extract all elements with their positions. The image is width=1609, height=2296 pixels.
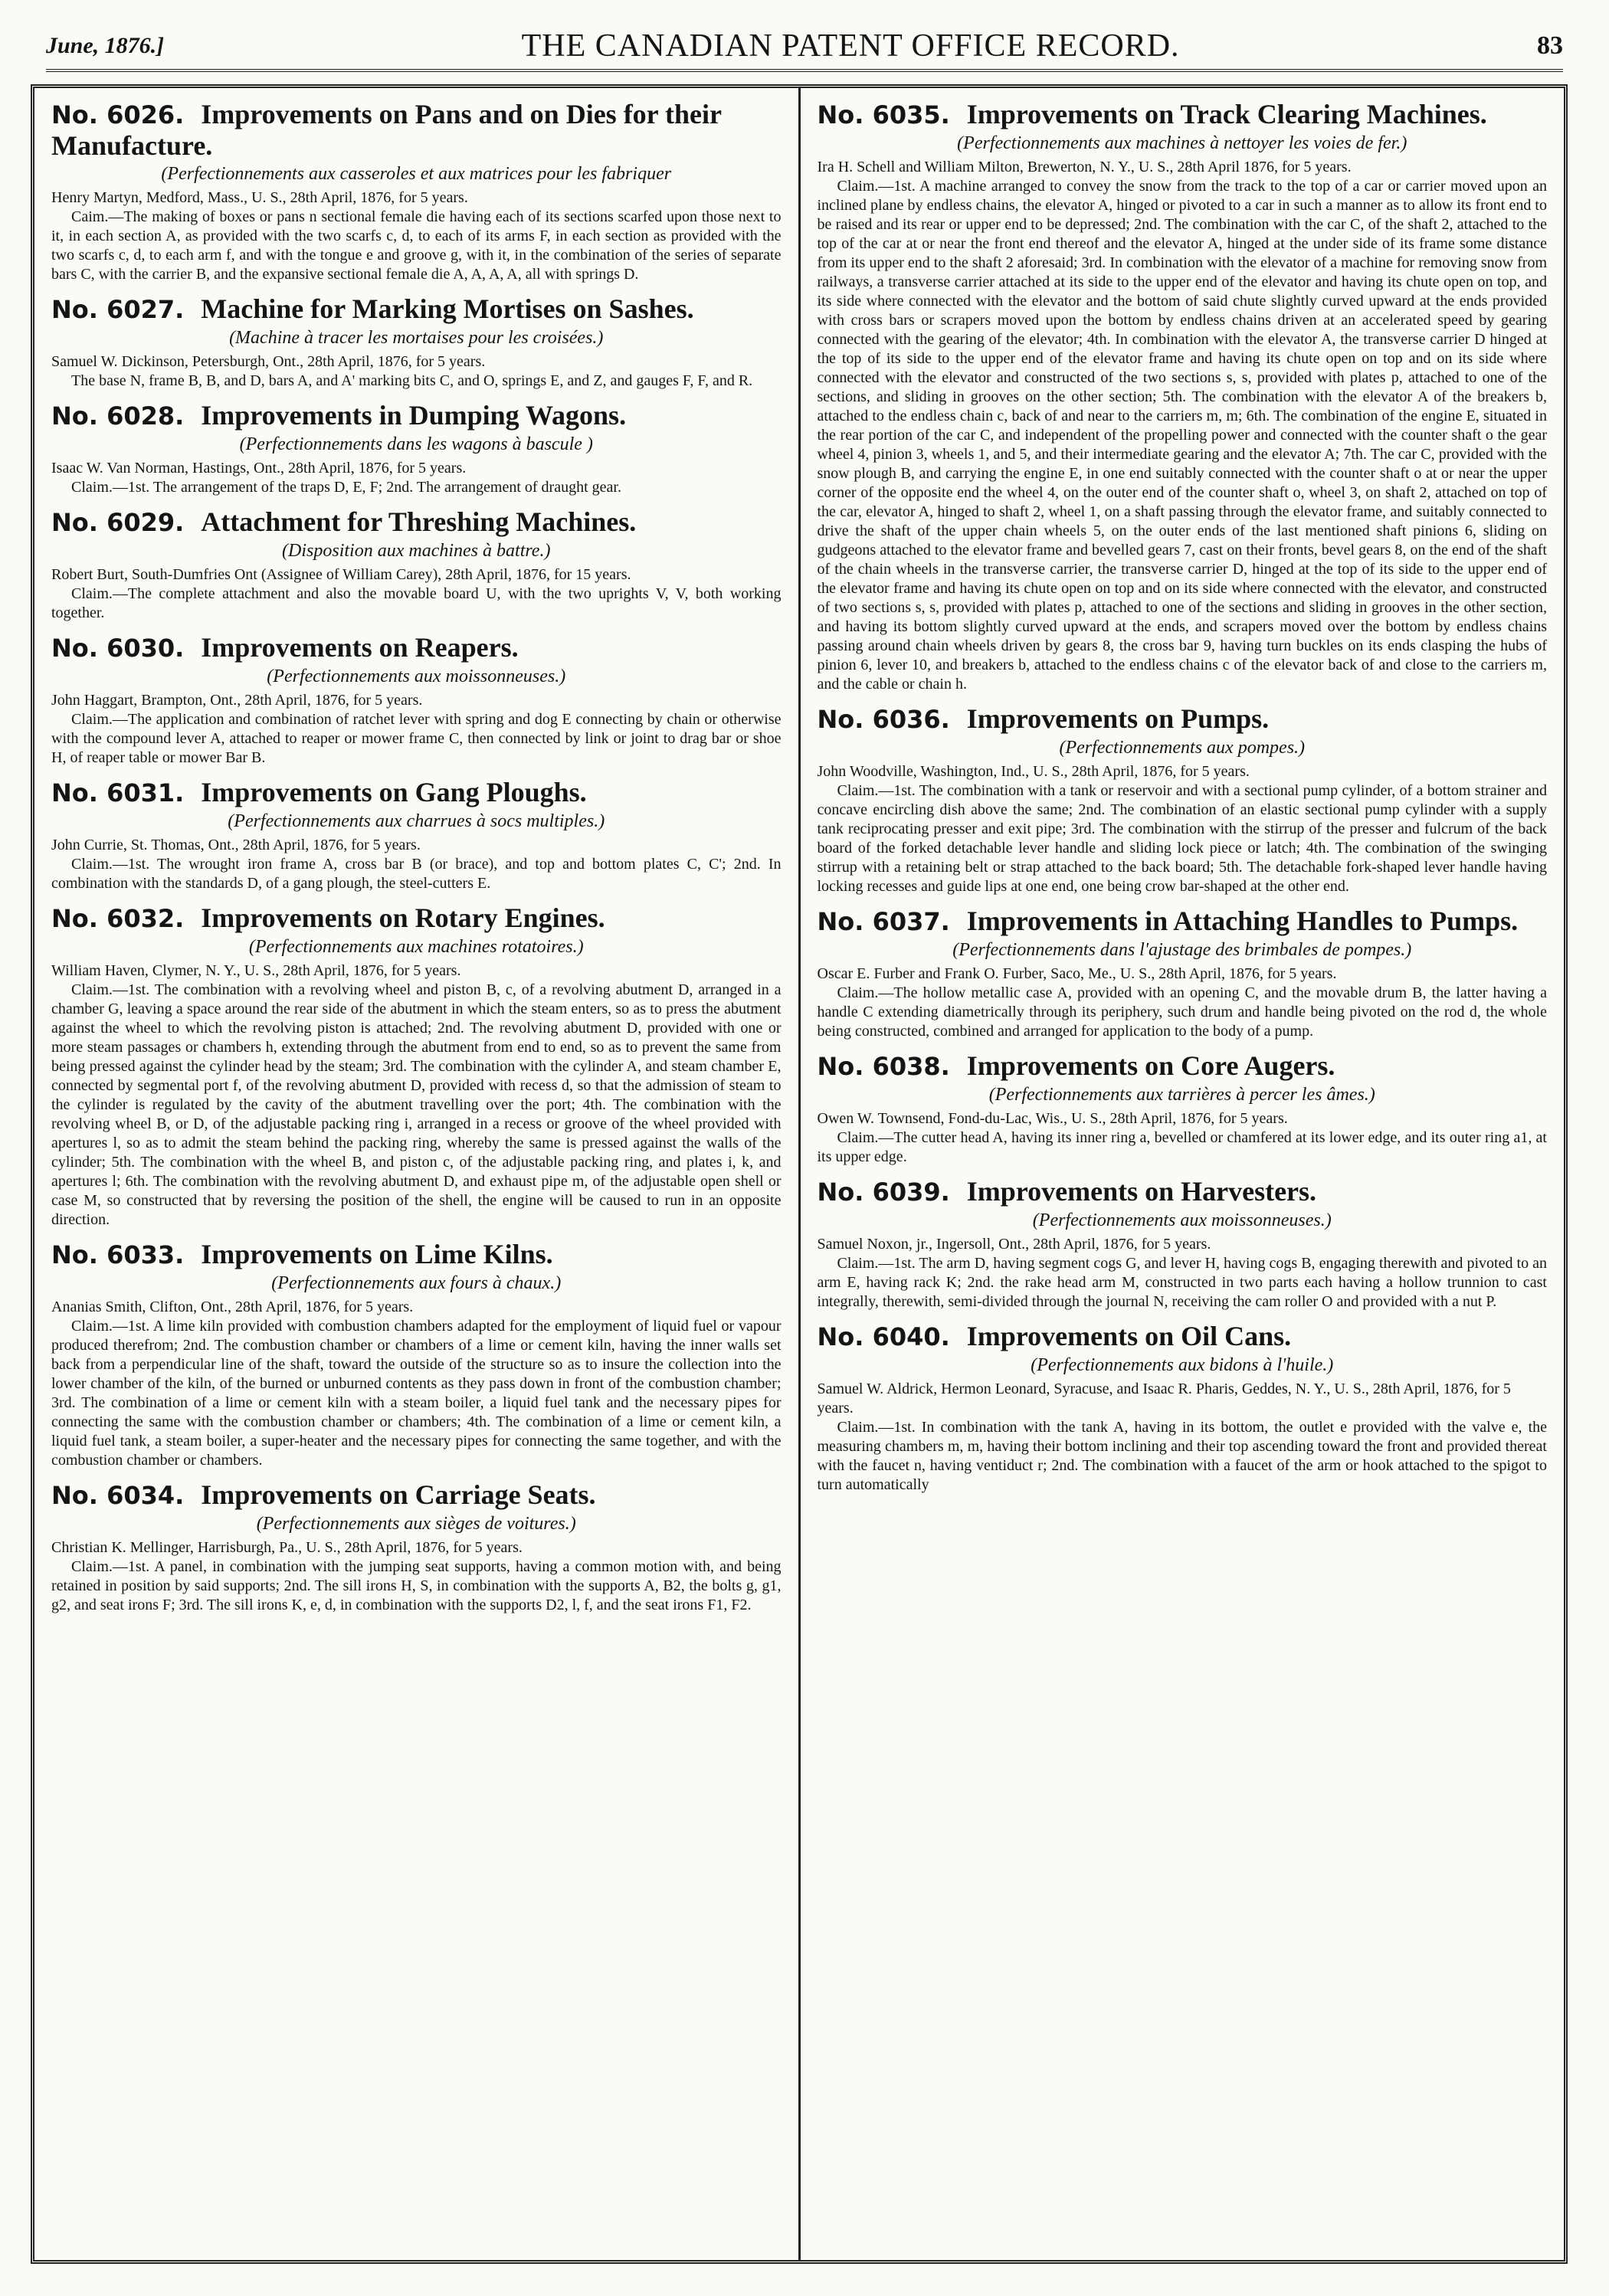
claim-text: Claim.—1st. In combination with the tank A, having in its bottom, the outlet e provided with the valve e, the measuring chambers m, m, having their bottom inclining and their top ascending toward the front and provided thereat with the faucet n, having ventiduct r; 2nd. The combination with a faucet of the arm or hook attached to the spigot to turn automatically bbox=[817, 1419, 1547, 1493]
patent-number: No. 6029. bbox=[51, 508, 185, 537]
patent-entry bbox=[51, 902, 782, 1230]
french-title: (Perfectionnements aux machines rotatoires.) bbox=[248, 937, 584, 957]
patent-entry bbox=[51, 400, 782, 497]
patentee-line: Samuel W. Dickinson, Petersburgh, Ont., 28th April, 1876, for 5 years. bbox=[51, 353, 486, 370]
patent-title: Improvements on Harvesters. bbox=[966, 1176, 1317, 1207]
french-title: (Perfectionnements aux bidons à l'huile.) bbox=[1031, 1355, 1334, 1375]
patent-title: Improvements on Track Clearing Machines. bbox=[966, 99, 1487, 129]
patent-title: Improvements on Reapers. bbox=[201, 632, 519, 663]
patent-title: Improvements on Pumps. bbox=[966, 703, 1270, 734]
claim-text: Claim.—1st. The arrangement of the traps D, E, F; 2nd. The arrangement of draught gear. bbox=[71, 479, 621, 496]
patent-title: Improvements in Dumping Wagons. bbox=[201, 400, 627, 431]
claim-text: Claim.—1st. The combination with a revolving wheel and piston B, c, of a revolving abutment D, arranged in a chamber G, leaving a space around the rear side of the abutment in which the steam enters, so as to press the abutment against the wheel to which the revolving piston is attached; 2nd. The revolving abutment D, provided with one or more steam passages or chambers h, extending through the abutment from end to end, so as to prevent the same from being pressed against the cylinder head by the steam; 3rd. The combination with the cylinder A, and steam chamber E, connected by segmental port f, of the revolving abutment D, provided with recess d, so that the admission of steam to the cylinder is regulated by the cavity of the abutment travelling over the port; 4th. The combination with the revolving wheel B, or D, of the adjustable packing ring i, arranged in a recess or groove of the wheel provided with apertures l, so as to admit the steam behind the packing ring, whereby the same is pressed against the walls of the cylinder; 5th. The combination with the wheel B, and piston c, of the adjustable packing ring, and plates i, k, and apertures l; 6th. The combination with the revolving abutment D, and exhaust pipe m, of the adjustable open shell or case M, so constructed that by reversing the position of the shell, the engine will be caused to run in an opposite direction. bbox=[51, 981, 782, 1228]
patent-heading bbox=[51, 1479, 782, 1511]
patent-number: No. 6035. bbox=[817, 100, 950, 129]
patentee-line: William Haven, Clymer, N. Y., U. S., 28th April, 1876, for 5 years. bbox=[51, 962, 461, 979]
patentee-line: Christian K. Mellinger, Harrisburgh, Pa., U. S., 28th April, 1876, for 5 years. bbox=[51, 1539, 523, 1556]
french-title: (Perfectionnements aux moissonneuses.) bbox=[267, 667, 566, 686]
patent-heading bbox=[818, 1050, 1548, 1082]
patentee-line: Robert Burt, South-Dumfries Ont (Assignee of William Carey), 28th April, 1876, for 15 years. bbox=[51, 566, 631, 583]
patent-heading bbox=[51, 777, 782, 808]
patent-number: No. 6038. bbox=[817, 1052, 950, 1081]
patent-number: No. 6033. bbox=[51, 1240, 185, 1269]
patent-entry bbox=[51, 99, 782, 284]
patent-number: No. 6028. bbox=[51, 401, 185, 431]
patent-entry bbox=[51, 1479, 782, 1615]
french-title: (Perfectionnements aux casseroles et aux matrices pour les fabriquer bbox=[161, 164, 672, 184]
patent-number: No. 6031. bbox=[51, 778, 185, 807]
patent-heading bbox=[51, 293, 782, 325]
french-title: (Perfectionnements dans les wagons à bascule ) bbox=[239, 434, 593, 454]
right-column bbox=[798, 88, 1565, 2260]
patentee-line: Oscar E. Furber and Frank O. Furber, Saco, Me., U. S., 28th April, 1876, for 5 years. bbox=[817, 965, 1337, 982]
patent-entry bbox=[818, 906, 1548, 1041]
patent-heading bbox=[818, 1321, 1548, 1352]
patentee-line: Samuel W. Aldrick, Hermon Leonard, Syracuse, and Isaac R. Pharis, Geddes, N. Y., U. S., 28th April, 1876, for 5 years. bbox=[817, 1381, 1511, 1417]
patentee-line: Isaac W. Van Norman, Hastings, Ont., 28th April, 1876, for 5 years. bbox=[51, 460, 467, 477]
claim-text: Claim.—1st. The arm D, having segment cogs G, and lever H, having cogs B, engaging therewith and pivoted to an arm E, having rack K; 2nd. the rake head arm M, constructed in two parts each having a hollow trunnion to cast integrally, therewith, semi-divided through the journal N, receiving the cam roller O and provided with a nut P. bbox=[817, 1255, 1547, 1310]
patent-entry bbox=[51, 293, 782, 391]
patentee-line: Samuel Noxon, jr., Ingersoll, Ont., 28th April, 1876, for 5 years. bbox=[817, 1236, 1211, 1253]
french-title: (Perfectionnements aux charrues à socs multiples.) bbox=[228, 811, 605, 831]
content-frame bbox=[31, 84, 1568, 2264]
patent-title: Attachment for Threshing Machines. bbox=[201, 506, 637, 537]
claim-text: Claim.—The complete attachment and also the movable board U, with the two uprights V, V, both working together. bbox=[51, 585, 782, 621]
journal-title: THE CANADIAN PATENT OFFICE RECORD. bbox=[521, 28, 1180, 64]
patentee-line: John Woodville, Washington, Ind., U. S., 28th April, 1876, for 5 years. bbox=[817, 763, 1250, 780]
claim-text: Caim.—The making of boxes or pans n sectional female die having each of its sections scarfed upon those next to it, in each section A, as provided with the two scarfs c, d, to each of its arms F, in each section as provided with the two scarfs c, d, to each arm f, and with the tongue e and groove g, with it, in the combination of the series of separate bars C, with the carrier B, and the expansive sectional female die A, A, A, A, all with springs D. bbox=[51, 208, 782, 283]
patent-number: No. 6034. bbox=[51, 1481, 185, 1510]
patent-title: Improvements on Gang Ploughs. bbox=[201, 777, 587, 807]
french-title: (Perfectionnements aux pompes.) bbox=[1059, 738, 1306, 758]
patent-number: No. 6039. bbox=[817, 1177, 950, 1207]
running-head bbox=[46, 23, 1563, 72]
patent-heading bbox=[51, 632, 782, 663]
patent-entry bbox=[818, 703, 1548, 896]
patent-title: Improvements on Pans and on Dies for their Manufacture. bbox=[51, 99, 722, 161]
patentee-line: Owen W. Townsend, Fond-du-Lac, Wis., U. S., 28th April, 1876, for 5 years. bbox=[817, 1110, 1288, 1127]
claim-text: Claim.—The application and combination of ratchet lever with spring and dog E connecting by chain or otherwise with the compound lever A, attached to reaper or mower frame C, then connected by link or joint to drag bar or shoe H, of reaper table or mower Bar B. bbox=[51, 711, 782, 766]
patent-heading bbox=[51, 902, 782, 934]
patentee-line: John Currie, St. Thomas, Ont., 28th April, 1876, for 5 years. bbox=[51, 837, 421, 853]
patent-entry bbox=[51, 506, 782, 623]
patent-title: Improvements on Rotary Engines. bbox=[201, 902, 605, 933]
patent-heading bbox=[818, 99, 1548, 130]
claim-text: Claim.—The hollow metallic case A, provided with an opening C, and the movable drum B, the latter having a handle C extending diametrically through its periphery, such drum and handle being pivoted on the rod d, the whole being constructed, combined and arranged for application to the body of a pump. bbox=[817, 984, 1547, 1040]
patent-number: No. 6026. bbox=[51, 100, 185, 129]
patent-entry bbox=[51, 632, 782, 768]
patent-heading bbox=[818, 703, 1548, 735]
patent-number: No. 6040. bbox=[817, 1322, 950, 1351]
claim-text: Claim.—1st. The wrought iron frame A, cross bar B (or brace), and top and bottom plates C, C'; 2nd. In combination with the standards D, of a gang plough, the steel-cutters E. bbox=[51, 856, 782, 892]
issue-date: June, 1876.] bbox=[46, 33, 165, 58]
left-column bbox=[34, 88, 798, 2260]
claim-text: The base N, frame B, B, and D, bars A, and A' marking bits C, and O, springs E, and Z, and gauges F, F, and R. bbox=[71, 372, 753, 389]
french-title: (Machine à tracer les mortaises pour les croisées.) bbox=[229, 328, 604, 348]
claim-text: Claim.—1st. A lime kiln provided with combustion chambers adapted for the employment of liquid fuel or vapour produced therefrom; 2nd. The combustion chamber or chambers of a lime or cement kiln, having the inner walls set back from a perpendicular line of the shaft, toward the outside of the structure so as to insure the collection into the lower chamber of the kiln, of the burned or unburned contents as they pass down in front of the combustion chamber; 3rd. The combination of a lime or cement kiln with a steam boiler, a liquid fuel tank and the necessary pipes for connecting the same with the combustion chamber or chambers; 4th. The combination of a lime or cement kiln, a liquid fuel tank, a steam boiler, a super-heater and the necessary pipes for connecting the same together, and with the combustion chamber or chambers. bbox=[51, 1318, 782, 1469]
patent-heading bbox=[51, 1239, 782, 1270]
patent-heading bbox=[818, 906, 1548, 937]
patent-title: Improvements on Oil Cans. bbox=[966, 1321, 1292, 1351]
patent-number: No. 6037. bbox=[817, 907, 950, 936]
page-number: 83 bbox=[1537, 31, 1563, 60]
patent-entry bbox=[51, 1239, 782, 1470]
patent-entry bbox=[818, 1176, 1548, 1312]
claim-text: Claim.—The cutter head A, having its inner ring a, bevelled or chamfered at its lower edge, and its outer ring a1, at its upper edge. bbox=[817, 1129, 1547, 1165]
patent-entry bbox=[818, 1050, 1548, 1167]
patent-number: No. 6036. bbox=[817, 705, 950, 734]
patent-number: No. 6027. bbox=[51, 295, 185, 324]
patent-entry bbox=[51, 777, 782, 893]
french-title: (Perfectionnements aux fours à chaux.) bbox=[271, 1273, 562, 1293]
patent-heading bbox=[51, 506, 782, 538]
patentee-line: Henry Martyn, Medford, Mass., U. S., 28th April, 1876, for 5 years. bbox=[51, 189, 468, 206]
patentee-line: Ira H. Schell and William Milton, Brewerton, N. Y., U. S., 28th April 1876, for 5 years. bbox=[817, 159, 1352, 175]
french-title: (Perfectionnements aux moissonneuses.) bbox=[1032, 1210, 1332, 1230]
french-title: (Perfectionnements dans l'ajustage des brimbales de pompes.) bbox=[952, 940, 1412, 960]
patent-title: Improvements on Carriage Seats. bbox=[201, 1479, 596, 1510]
patent-title: Improvements on Core Augers. bbox=[966, 1050, 1335, 1081]
patent-title: Machine for Marking Mortises on Sashes. bbox=[201, 293, 694, 324]
patent-heading bbox=[818, 1176, 1548, 1207]
patent-heading bbox=[51, 99, 782, 161]
french-title: (Perfectionnements aux tarrières à percer les âmes.) bbox=[988, 1085, 1375, 1105]
patent-number: No. 6030. bbox=[51, 634, 185, 663]
patent-entry bbox=[818, 99, 1548, 694]
patentee-line: John Haggart, Brampton, Ont., 28th April, 1876, for 5 years. bbox=[51, 692, 423, 709]
claim-text: Claim.—1st. A machine arranged to convey the snow from the track to the top of a car or carrier moved upon an inclined plane by endless chains, the elevator A, hinged or pivoted to a car in such a manner as to allow its front end to be raised and its rear or upper end to be depressed; 2nd. The combination with the car C, of the shaft 2, attached to the top of the car at or near the front end thereof and the elevator A, hinged at the under side of its frame some distance from its upper end to the shaft 2 aforesaid; 3rd. In combination with the elevator of a machine for removing snow from railways, a transverse carrier attached at its side to the upper end of the elevator and having its chute open on top, and its side where connected with the elevator and the bottom of said chute slightly curved upward at the ends provided with cross bars or scrapers moved upon the bottom by endless chains driven at an accelerated speed by gearing connected with the gearing of the elevator; 4th. In combination with the elevator A, the transverse carrier D hinged at the top of its side to the upper end of the elevator frame and having its chute open on top and on its side where connected with the elevator and constructed of the two sections s, s, provided with plates p, attached to one of the sections, and sliding in grooves on the other section; 5th. The combination with the elevator A of the breakers b, attached to the endless chain c, back of and near to the carriers m, m; 6th. The combination of the engine E, situated in the rear portion of the car C, and independent of the propelling power and connected with the counter shaft o the gear wheel 4, pinion 3, wheels 1, and 5, and their intermediate gearing and the elevator A; 7th. The car C, provided with the snow plough B, and carrying the engine E, in one end suitably connected with the counter shaft o at or near the upper corner of the opposite end the wheel 4, on the outer end of the counter shaft o, wheel 3, on shaft 2, attached on top of the car, elevator A, hinged to shaft 2, wheel 1, on a shaft passing through the elevator frame, and suitably connected to drive the shaft of the upper chain wheels 5, on the outer ends of the last mentioned shaft pinions 6, sliding on gudgeons attached to the elevator frame and bevelled gears 7, cast on their fronts, bevel gears 8, on the end of the shaft of the chain wheels in the transverse carrier, the transverse carrier D, hinged at the top of its side to the upper end of the elevator frame and having its chute open on top and on its side where connected with the elevator, and constructed of two sections s, s, provided with plates p, attached to one of the sections and sliding in grooves in the other section, and having its bottom slightly curved upward at the ends, and scrapers moved over the bottom by endless chains passing around chain wheels driven by gears 8, the cross bar 9, having turn buckles on its ends clasping the hubs of pinion 6, lever 10, and breakers b, attached to the endless chains c of the elevator back of and close to the carriers m, and the cable or chain h. bbox=[817, 178, 1547, 693]
claim-text: Claim.—1st. The combination with a tank or reservoir and with a sectional pump cylinder, of a bottom strainer and concave encircling dish above the same; 2nd. The combination of an elastic sectional pump cylinder with a supply tank reciprocating presser and exit pipe; 3rd. The combination with the stirrup of the presser and fulcrum of the back board of the forked detachable lever handle and sliding lock piece or latch; 4th. The combination of the swinging stirrup with a retaining belt or strap attached to the back board; 5th. The detachable fork-shaped lever handle having locking recesses and guide lips at one end, one being crow bar-shaped at the other end. bbox=[817, 782, 1547, 895]
patent-title: Improvements in Attaching Handles to Pumps. bbox=[966, 906, 1519, 936]
patent-number: No. 6032. bbox=[51, 904, 185, 933]
patentee-line: Ananias Smith, Clifton, Ont., 28th April, 1876, for 5 years. bbox=[51, 1299, 414, 1315]
french-title: (Perfectionnements aux sièges de voitures.) bbox=[256, 1514, 576, 1534]
patent-entry bbox=[818, 1321, 1548, 1495]
french-title: (Perfectionnements aux machines à nettoyer les voies de fer.) bbox=[957, 133, 1407, 153]
french-title: (Disposition aux machines à battre.) bbox=[282, 541, 551, 561]
patent-title: Improvements on Lime Kilns. bbox=[201, 1239, 553, 1269]
patent-heading bbox=[51, 400, 782, 431]
claim-text: Claim.—1st. A panel, in combination with the jumping seat supports, having a common motion with, and being retained in position by said supports; 2nd. The sill irons H, S, in combination with the supports A, B2, the bolts g, g1, g2, and seat irons F; 3rd. The sill irons K, e, d, in combination with the supports D2, l, f, and the seat irons F1, F2. bbox=[51, 1558, 782, 1613]
